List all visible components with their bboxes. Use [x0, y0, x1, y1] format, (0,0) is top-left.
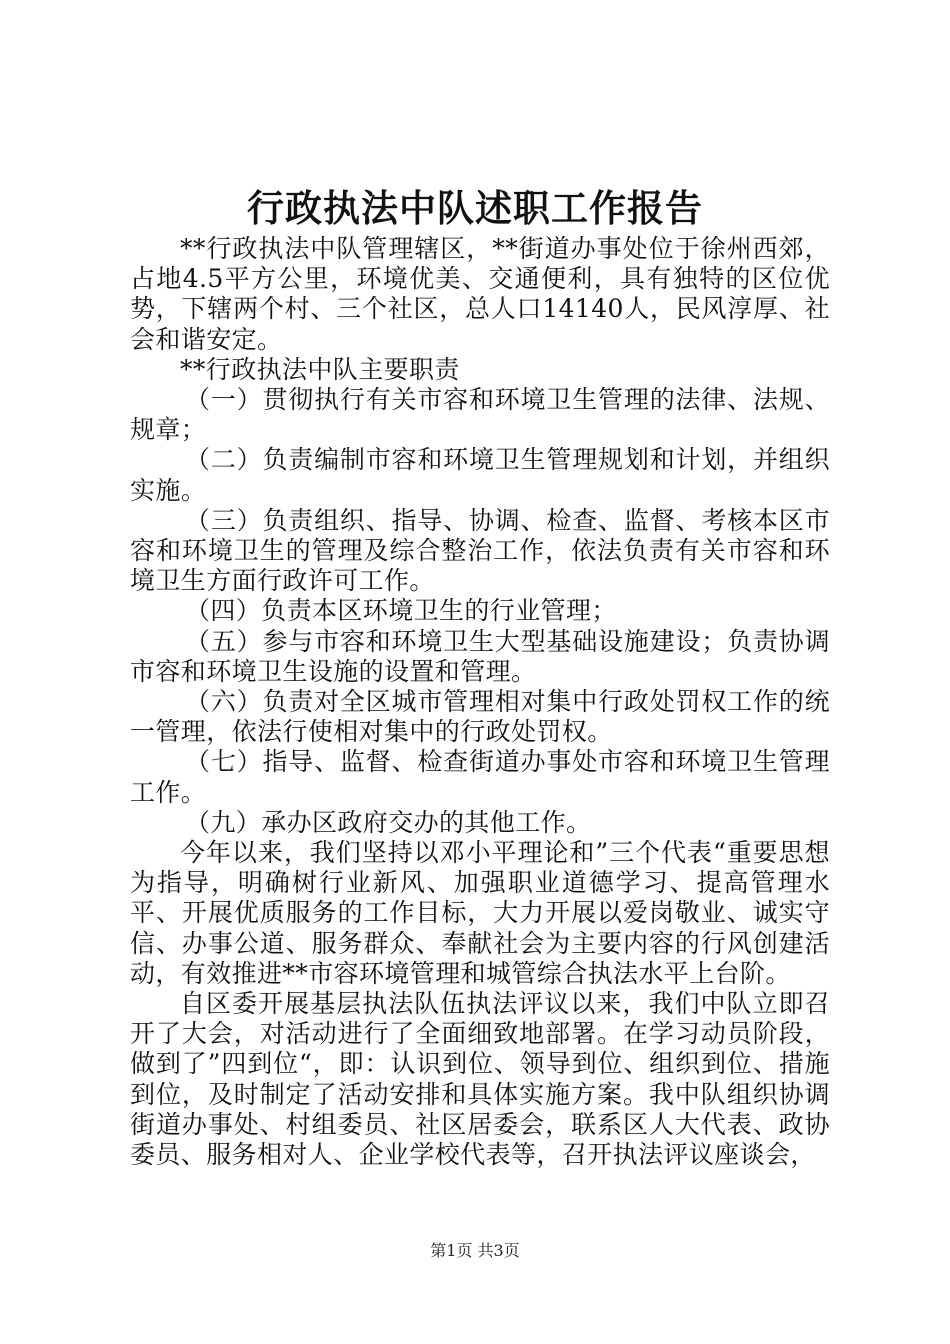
paragraph-work-summary: 今年以来，我们坚持以邓小平理论和”三个代表“重要思想为指导，明确树行业新风、加强职业道德学习、提高管理水平、开展优质服务的工作目标，大力开展以爱岗敬业、诚实守信、办事公道、服务群众、奉献社会为主要内容的行风创建活动，有效推进**市容环境管理和城管综合执法水平上台阶。: [130, 838, 830, 988]
paragraph-duty-3: （三）负责组织、指导、协调、检查、监督、考核本区市容和环境卫生的管理及综合整治工作，依法负责有关市容和环境卫生方面行政许可工作。: [130, 505, 830, 596]
paragraph-intro: **行政执法中队管理辖区，**街道办事处位于徐州西郊，占地4.5平方公里，环境优美、交通便利，具有独特的区位优势，下辖两个村、三个社区，总人口14140人，民风淳厚、社会和谐安定。: [130, 234, 830, 354]
paragraph-duty-7: （七）指导、监督、检查街道办事处市容和环境卫生管理工作。: [130, 747, 830, 807]
paragraph-duty-2: （二）负责编制市容和环境卫生管理规划和计划，并组织实施。: [130, 445, 830, 505]
paragraph-duty-5: （五）参与市容和环境卫生大型基础设施建设；负责协调市容和环境卫生设施的设置和管理。: [130, 626, 830, 686]
page-footer: 第1页 共3页: [430, 1241, 520, 1260]
paragraph-duty-6: （六）负责对全区城市管理相对集中行政处罚权工作的统一管理，依法行使相对集中的行政处罚权。: [130, 687, 830, 747]
paragraph-duty-9: （九）承办区政府交办的其他工作。: [185, 807, 592, 837]
paragraph-duty-4: （四）负责本区环境卫生的行业管理；: [185, 596, 617, 626]
paragraph-duty-1: （一）贯彻执行有关市容和环境卫生管理的法律、法规、规章；: [130, 385, 830, 445]
document-title: 行政执法中队述职工作报告: [247, 186, 703, 230]
paragraph-evaluation: 自区委开展基层执法队伍执法评议以来，我们中队立即召开了大会，对活动进行了全面细致地部署。在学习动员阶段，做到了”四到位“，即：认识到位、领导到位、组织到位、措施到位，及时制定了活动安排和具体实施方案。我中队组织协调街道办事处、村组委员、社区居委会，联系区人大代表、政协委员、服务相对人、企业学校代表等，召开执法评议座谈会，: [130, 989, 830, 1170]
paragraph-duties-heading: **行政执法中队主要职责: [180, 354, 460, 384]
document-body: [130, 234, 830, 1170]
